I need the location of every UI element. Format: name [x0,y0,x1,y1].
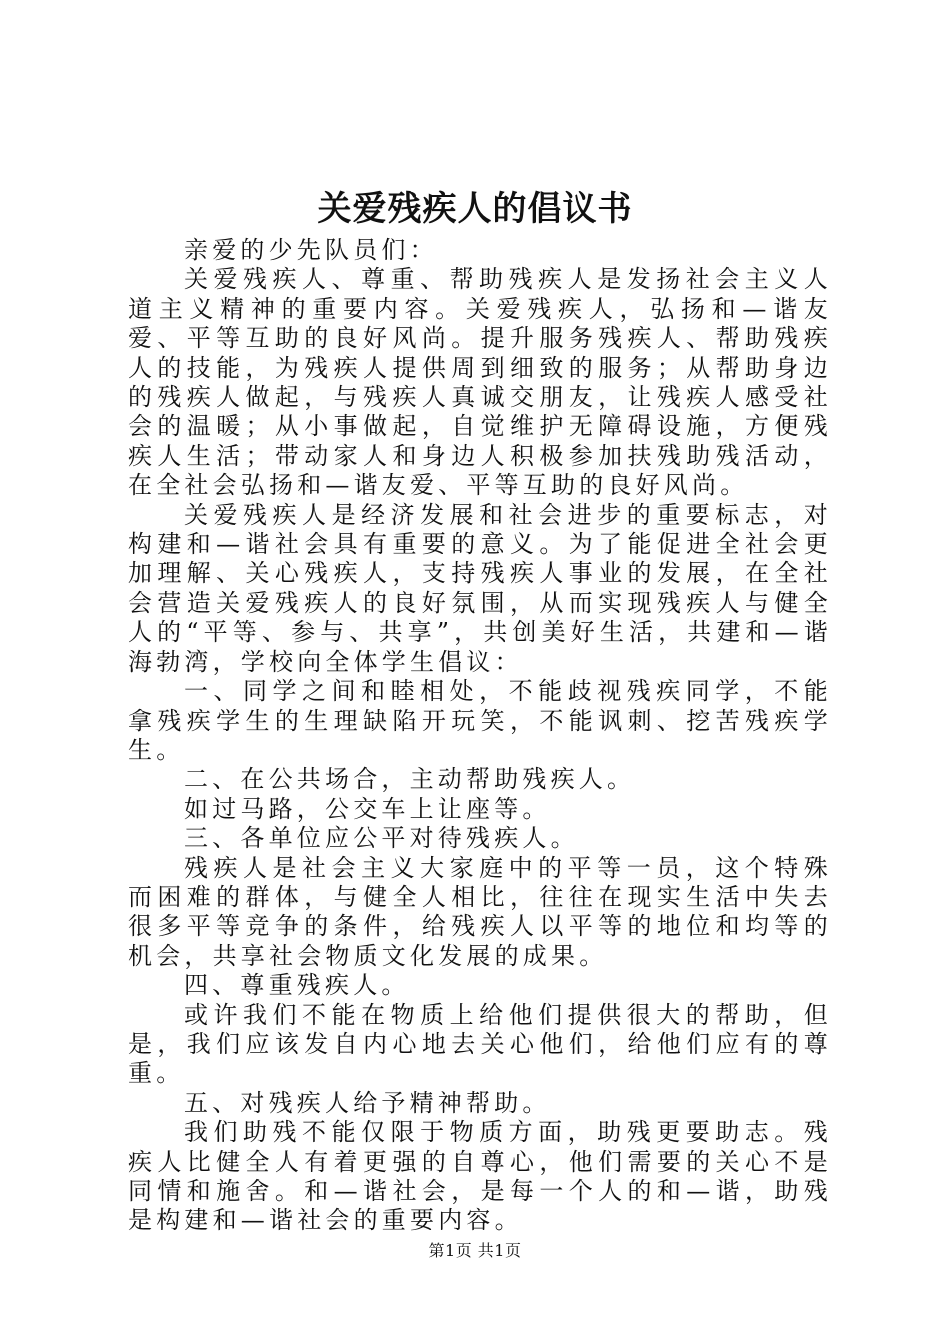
document-body [128,236,832,1236]
proposal-5: 五、对残疾人给予精神帮助。 [184,1088,551,1117]
page-number-footer: 第1页 共1页 [428,1241,522,1260]
proposal-4-detail: 或许我们不能在物质上给他们提供很大的帮助，但是，我们应该发自内心地去关心他们，给他们应有的尊重。 [128,1000,832,1088]
proposal-2-detail: 如过马路，公交车上让座等。 [184,794,551,823]
proposal-2: 二、在公共场合，主动帮助残疾人。 [184,765,636,794]
proposal-1: 一、同学之间和睦相处，不能歧视残疾同学，不能拿残疾学生的生理缺陷开玩笑，不能讽刺、挖苦残疾学生。 [128,677,832,764]
paragraph-2: 关爱残疾人是经济发展和社会进步的重要标志，对构建和—谐社会具有重要的意义。为了能促进全社会更加理解、关心残疾人，支持残疾人事业的发展，在全社会营造关爱残疾人的良好氛围，从而实现残疾人与健全人的“平等、参与、共享”，共创美好生活，共建和—谐海勃湾，学校向全体学生倡议： [128,500,832,676]
proposal-5-detail: 我们助残不能仅限于物质方面，助残更要助志。残疾人比健全人有着更强的自尊心，他们需要的关心不是同情和施舍。和—谐社会，是每一个人的和—谐，助残是构建和—谐社会的重要内容。 [128,1118,832,1235]
salutation: 亲爱的少先队员们： [184,236,438,264]
document-title: 关爱残疾人的倡议书 [317,189,633,229]
proposal-3: 三、各单位应公平对待残疾人。 [184,824,579,853]
proposal-4: 四、尊重残疾人。 [184,971,410,1000]
paragraph-1: 关爱残疾人、尊重、帮助残疾人是发扬社会主义人道主义精神的重要内容。关爱残疾人，弘扬和—谐友爱、平等互助的良好风尚。提升服务残疾人、帮助残疾人的技能，为残疾人提供周到细致的服务；从帮助身边的残疾人做起，与残疾人真诚交朋友，让残疾人感受社会的温暖；从小事做起，自觉维护无障碍设施，方便残疾人生活；带动家人和身边人积极参加扶残助残活动，在全社会弘扬和—谐友爱、平等互助的良好风尚。 [128,265,832,500]
proposal-3-detail: 残疾人是社会主义大家庭中的平等一员，这个特殊而困难的群体，与健全人相比，往往在现实生活中失去很多平等竞争的条件，给残疾人以平等的地位和均等的机会，共享社会物质文化发展的成果。 [128,853,832,970]
